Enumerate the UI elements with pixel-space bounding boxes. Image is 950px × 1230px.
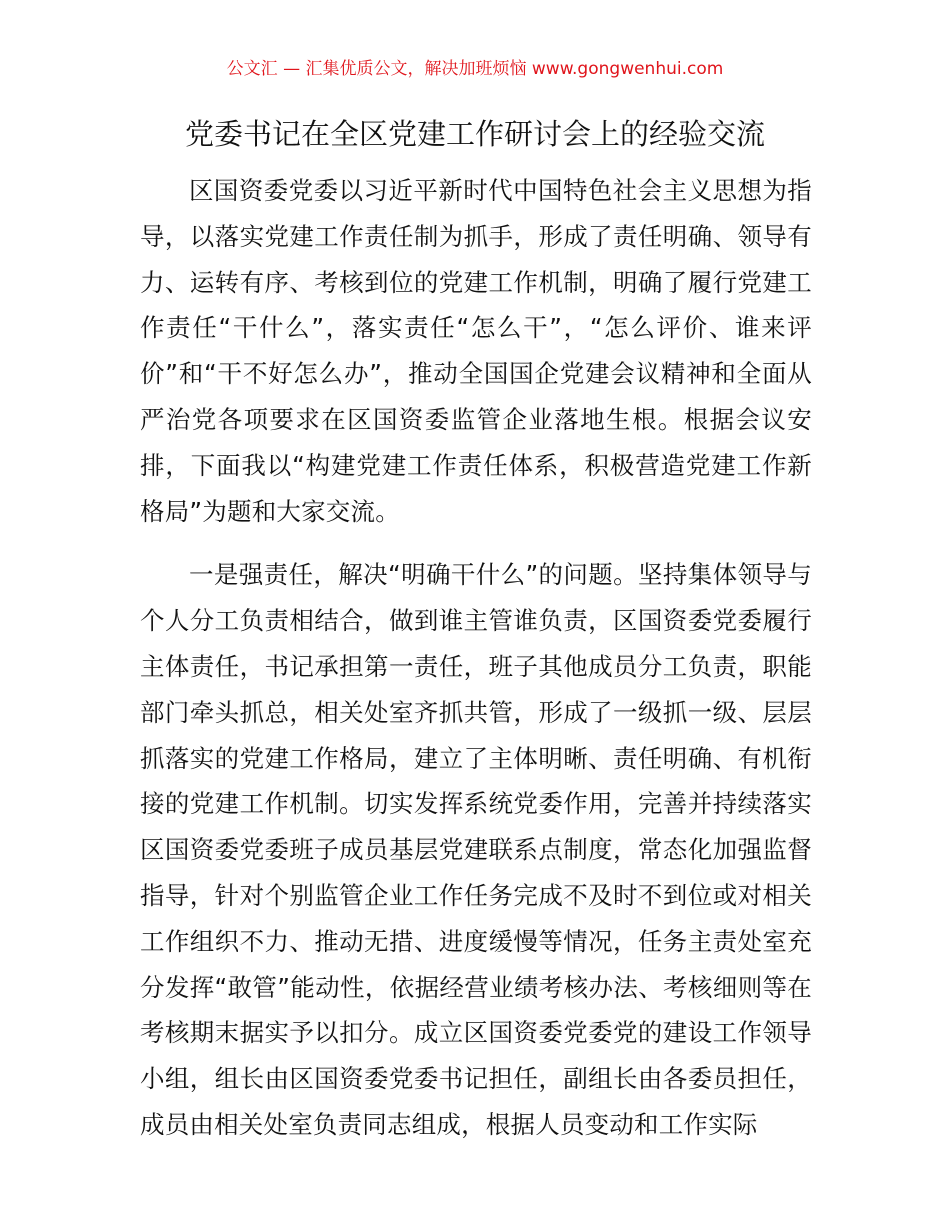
header-banner: 公文汇 — 汇集优质公文，解决加班烦恼 www.gongwenhui.com: [226, 59, 724, 79]
document-body: [140, 168, 812, 1166]
paragraph-intro: 区国资委党委以习近平新时代中国特色社会主义思想为指导，以落实党建工作责任制为抓手，形成了责任明确、领导有力、运转有序、考核到位的党建工作机制，明确了履行党建工作责任“干什么”，落实责任“怎么干”，“怎么评价、谁来评价”和“干不好怎么办”，推动全国国企党建会议精神和全面从严治党各项要求在区国资委监管企业落地生根。根据会议安排，下面我以“构建党建工作责任体系，积极营造党建工作新格局”为题和大家交流。: [140, 176, 812, 526]
paragraph-responsibility: 一是强责任，解决“明确干什么”的问题。坚持集体领导与个人分工负责相结合，做到谁主管谁负责，区国资委党委履行主体责任，书记承担第一责任，班子其他成员分工负责，职能部门牵头抓总，相关处室齐抓共管，形成了一级抓一级、层层抓落实的党建工作格局，建立了主体明晰、责任明确、有机衔接的党建工作机制。切实发挥系统党委作用，完善并持续落实区国资委党委班子成员基层党建联系点制度，常态化加强监督指导，针对个别监管企业工作任务完成不及时不到位或对相关工作组织不力、推动无措、进度缓慢等情况，任务主责处室充分发挥“敢管”能动性，依据经营业绩考核办法、考核细则等在考核期末据实予以扣分。成立区国资委党委党的建设工作领导小组，组长由区国资委党委书记担任，副组长由各委员担任，成员由相关处室负责同志组成，根据人员变动和工作实际: [140, 560, 812, 1139]
document-title: 党委书记在全区党建工作研讨会上的经验交流: [184, 117, 765, 151]
